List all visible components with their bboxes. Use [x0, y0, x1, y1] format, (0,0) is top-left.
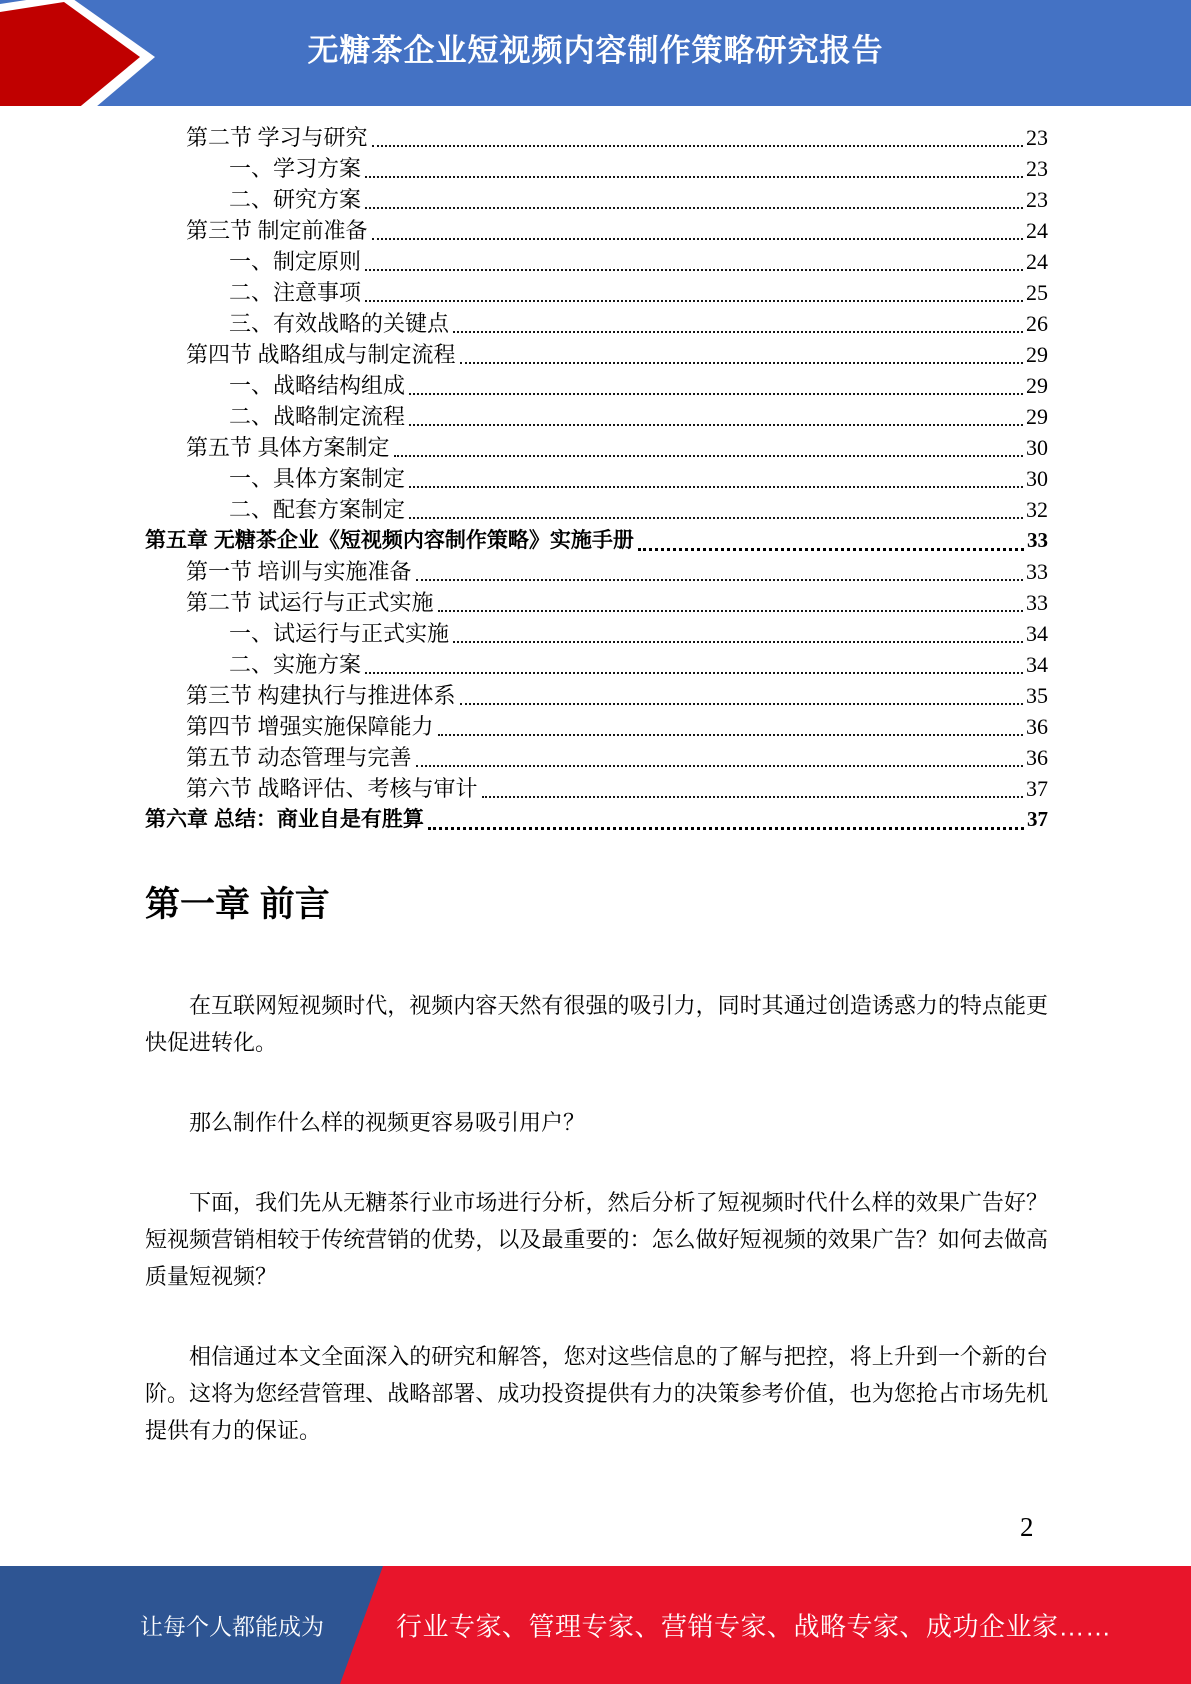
toc-entry-label: 一、战略结构组成	[229, 373, 406, 398]
toc-page-number: 36	[1026, 745, 1048, 770]
toc-dot-leader	[365, 246, 1023, 277]
toc-entry	[145, 463, 1048, 494]
toc-page-number: 34	[1026, 652, 1048, 677]
toc-entry-label: 第二节 学习与研究	[186, 125, 368, 150]
toc-entry-label: 一、制定原则	[229, 249, 362, 274]
toc-entry	[145, 432, 1048, 463]
toc-entry	[145, 525, 1048, 556]
toc-entry	[145, 308, 1048, 339]
header-banner	[0, 0, 1191, 106]
table-of-contents	[145, 122, 1048, 835]
toc-entry-label: 一、学习方案	[229, 156, 362, 181]
report-title: 无糖茶企业短视频内容制作策略研究报告	[307, 33, 884, 68]
toc-page-number: 29	[1026, 342, 1048, 367]
chapter-heading: 第一章 前言	[145, 885, 330, 924]
toc-entry-label: 第五节 具体方案制定	[186, 435, 390, 460]
toc-dot-leader	[438, 587, 1023, 618]
toc-dot-leader	[460, 680, 1023, 711]
toc-entry	[145, 122, 1048, 153]
toc-page-number: 35	[1026, 683, 1048, 708]
toc-page-number: 34	[1026, 621, 1048, 646]
toc-dot-leader	[365, 153, 1023, 184]
footer-banner	[0, 1566, 1191, 1684]
toc-page-number: 37	[1026, 776, 1048, 801]
toc-page-number: 37	[1027, 807, 1048, 831]
toc-entry	[145, 556, 1048, 587]
toc-entry-label: 二、注意事项	[229, 280, 362, 305]
body-paragraph: 下面，我们先从无糖茶行业市场进行分析，然后分析了短视频时代什么样的效果广告好？短视频营销相较于传统营销的优势，以及最重要的：怎么做好短视频的效果广告？如何去做高质量短视频？	[145, 1190, 1048, 1289]
footer-slogan-left: 让每个人都能成为	[140, 1613, 324, 1640]
toc-entry-label: 三、有效战略的关键点	[229, 311, 450, 336]
toc-entry	[145, 680, 1048, 711]
toc-entry	[145, 339, 1048, 370]
toc-dot-leader	[409, 370, 1023, 401]
toc-entry	[145, 587, 1048, 618]
toc-entry-label: 第四节 增强实施保障能力	[186, 714, 434, 739]
page-number: 2	[1020, 1512, 1034, 1542]
toc-entry-label: 第四节 战略组成与制定流程	[186, 342, 456, 367]
toc-entry	[145, 649, 1048, 680]
body-paragraph: 那么制作什么样的视频更容易吸引用户？	[189, 1110, 586, 1135]
footer-slogan-right: 行业专家、管理专家、营销专家、战略专家、成功企业家……	[396, 1611, 1112, 1642]
toc-entry	[145, 370, 1048, 401]
toc-page-number: 30	[1026, 435, 1048, 460]
toc-page-number: 33	[1026, 590, 1048, 615]
toc-dot-leader	[460, 339, 1023, 370]
toc-page-number: 29	[1026, 373, 1048, 398]
toc-page-number: 23	[1026, 187, 1048, 212]
toc-entry-label: 第三节 制定前准备	[186, 218, 368, 243]
toc-entry	[145, 494, 1048, 525]
toc-entry-label: 第六节 战略评估、考核与审计	[186, 776, 478, 801]
toc-page-number: 33	[1026, 559, 1048, 584]
toc-entry-label: 第五节 动态管理与完善	[186, 745, 412, 770]
toc-entry-label: 二、战略制定流程	[229, 404, 406, 429]
toc-dot-leader	[372, 122, 1023, 153]
toc-dot-leader	[409, 463, 1023, 494]
toc-entry-label: 二、配套方案制定	[229, 497, 406, 522]
toc-dot-leader	[372, 215, 1023, 246]
toc-dot-leader	[365, 277, 1023, 308]
toc-page-number: 29	[1026, 404, 1048, 429]
toc-entry-label: 一、试运行与正式实施	[229, 621, 450, 646]
toc-entry	[145, 277, 1048, 308]
toc-dot-leader	[416, 556, 1023, 587]
toc-dot-leader	[416, 742, 1023, 773]
toc-entry	[145, 153, 1048, 184]
toc-entry-label: 二、实施方案	[229, 652, 362, 677]
toc-entry	[145, 742, 1048, 773]
toc-entry-label: 第五章 无糖茶企业《短视频内容制作策略》实施手册	[145, 529, 634, 552]
toc-page-number: 26	[1026, 311, 1048, 336]
toc-dot-leader	[409, 494, 1023, 525]
toc-dot-leader	[409, 401, 1023, 432]
toc-dot-leader	[482, 773, 1023, 804]
toc-entry	[145, 401, 1048, 432]
body-paragraph: 在互联网短视频时代，视频内容天然有很强的吸引力，同时其通过创造诱惑力的特点能更快促进转化。	[145, 993, 1048, 1055]
toc-entry-label: 一、具体方案制定	[229, 466, 406, 491]
chapter-body	[145, 987, 1048, 1492]
toc-dot-leader	[394, 432, 1023, 463]
toc-entry-label: 第六章 总结：商业自是有胜算	[145, 808, 424, 831]
toc-entry-label: 二、研究方案	[229, 187, 362, 212]
toc-dot-leader	[365, 649, 1023, 680]
toc-page-number: 32	[1026, 497, 1048, 522]
toc-page-number: 24	[1026, 249, 1048, 274]
body-paragraph: 相信通过本文全面深入的研究和解答，您对这些信息的了解与把控，将上升到一个新的台阶。这将为您经营管理、战略部署、成功投资提供有力的决策参考价值，也为您抢占市场先机提供有力的保证。	[145, 1344, 1048, 1443]
toc-entry	[145, 184, 1048, 215]
toc-entry-label: 第一节 培训与实施准备	[186, 559, 412, 584]
toc-dot-leader	[638, 525, 1024, 556]
toc-page-number: 25	[1026, 280, 1048, 305]
toc-entry	[145, 711, 1048, 742]
toc-dot-leader	[428, 804, 1024, 835]
toc-page-number: 23	[1026, 156, 1048, 181]
toc-dot-leader	[438, 711, 1023, 742]
toc-page-number: 23	[1026, 125, 1048, 150]
toc-page-number: 33	[1027, 528, 1048, 552]
toc-page-number: 30	[1026, 466, 1048, 491]
toc-entry-label: 第三节 构建执行与推进体系	[186, 683, 456, 708]
toc-entry	[145, 804, 1048, 835]
toc-page-number: 36	[1026, 714, 1048, 739]
toc-entry-label: 第二节 试运行与正式实施	[186, 590, 434, 615]
toc-entry	[145, 618, 1048, 649]
toc-entry	[145, 215, 1048, 246]
toc-dot-leader	[365, 184, 1023, 215]
toc-entry	[145, 246, 1048, 277]
toc-entry	[145, 773, 1048, 804]
toc-dot-leader	[453, 618, 1023, 649]
toc-dot-leader	[453, 308, 1023, 339]
toc-page-number: 24	[1026, 218, 1048, 243]
